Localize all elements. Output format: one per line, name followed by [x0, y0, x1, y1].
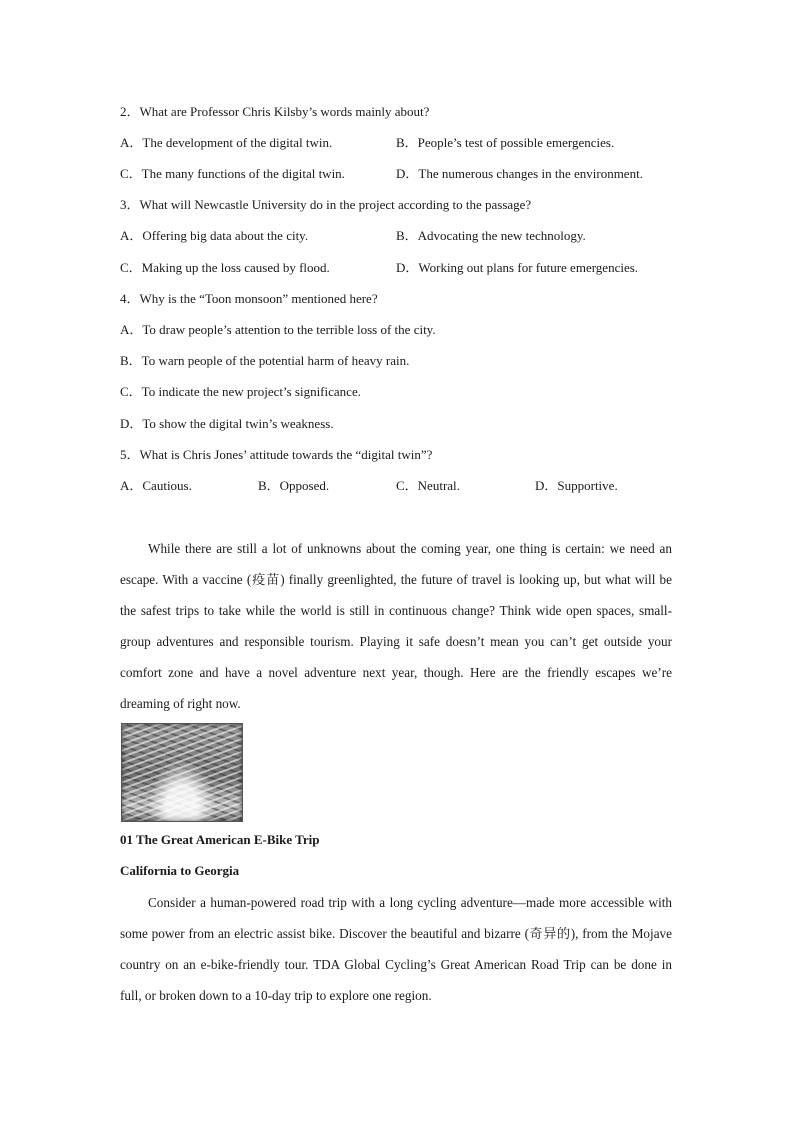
section-body: [120, 887, 672, 1011]
tree-road-photo: [121, 723, 243, 822]
option-letter: C．: [396, 478, 418, 493]
option-letter: C．: [120, 166, 142, 181]
option-letter: D．: [120, 416, 143, 431]
option-text: People’s test of possible emergencies.: [417, 135, 615, 150]
option-letter: C．: [120, 260, 142, 275]
option-5c: [396, 478, 460, 494]
question-text: Why is the “Toon monsoon” mentioned here?: [139, 291, 378, 306]
option-text: To indicate the new project’s significance.: [141, 384, 361, 399]
option-text: Supportive.: [557, 478, 618, 493]
question-2: [120, 104, 429, 120]
question-number: 2．: [120, 104, 140, 119]
option-text: Making up the loss caused by flood.: [141, 260, 330, 275]
option-3c: [120, 260, 330, 276]
passage-intro: [120, 533, 672, 719]
section-body-text: Consider a human-powered road trip with a long cycling adventure—made more accessible with some power from an electric assist bike. Discover the beautiful and bizarre (奇异的), from the Mojave country on an e-bike-friendly tour. TDA Global Cycling’s Great American Road Trip can be done in full, or broken down to a 10-day trip to explore one region.: [120, 895, 672, 1003]
option-text: Advocating the new technology.: [417, 228, 586, 243]
question-number: 5．: [120, 447, 140, 462]
option-2a: [120, 135, 332, 151]
option-letter: B．: [396, 135, 418, 150]
option-4c: [120, 384, 361, 400]
option-2c: [120, 166, 345, 182]
option-4a: [120, 322, 436, 338]
option-text: The development of the digital twin.: [142, 135, 333, 150]
question-text: What will Newcastle University do in the project according to the passage?: [139, 197, 532, 212]
option-4b: [120, 353, 409, 369]
option-5d: [535, 478, 618, 494]
option-3d: [396, 260, 638, 276]
option-letter: A．: [120, 135, 143, 150]
question-4: [120, 291, 378, 307]
section-title: 01 The Great American E-Bike Trip: [120, 832, 320, 847]
option-text: Cautious.: [142, 478, 192, 493]
option-letter: A．: [120, 478, 143, 493]
question-number: 4．: [120, 291, 140, 306]
question-text: What are Professor Chris Kilsby’s words mainly about?: [139, 104, 430, 119]
option-text: The many functions of the digital twin.: [141, 166, 345, 181]
question-text: What is Chris Jones’ attitude towards the “digital twin”?: [139, 447, 433, 462]
option-3b: [396, 228, 586, 244]
option-letter: C．: [120, 384, 142, 399]
option-5b: [258, 478, 329, 494]
question-5: [120, 447, 432, 463]
option-4d: [120, 416, 334, 432]
option-text: To show the digital twin’s weakness.: [142, 416, 334, 431]
question-number: 3．: [120, 197, 140, 212]
option-letter: A．: [120, 228, 143, 243]
option-2b: [396, 135, 614, 151]
section-subtitle: California to Georgia: [120, 863, 240, 878]
option-letter: B．: [258, 478, 280, 493]
question-3: [120, 197, 531, 213]
passage-intro-text: While there are still a lot of unknowns about the coming year, one thing is certain: we need an escape. With a vaccine (疫苗) finally greenlighted, the future of travel is looking up, but what will be the safest trips to take while the world is still in continuous change? Think wide open spaces, small-group adventures and responsible tourism. Playing it safe doesn’t mean you can’t get outside your comfort zone and have a novel adventure next year, though. Here are the friendly escapes we’re dreaming of right now.: [120, 541, 672, 711]
option-text: The numerous changes in the environment.: [418, 166, 643, 181]
option-letter: D．: [396, 166, 419, 181]
option-text: Neutral.: [417, 478, 460, 493]
option-text: To draw people’s attention to the terrible loss of the city.: [142, 322, 436, 337]
option-text: Offering big data about the city.: [142, 228, 309, 243]
option-letter: D．: [535, 478, 558, 493]
option-text: Working out plans for future emergencies.: [418, 260, 639, 275]
option-letter: B．: [396, 228, 418, 243]
option-text: Opposed.: [279, 478, 330, 493]
option-text: To warn people of the potential harm of heavy rain.: [141, 353, 410, 368]
option-letter: A．: [120, 322, 143, 337]
option-5a: [120, 478, 192, 494]
option-letter: B．: [120, 353, 142, 368]
option-letter: D．: [396, 260, 419, 275]
option-2d: [396, 166, 643, 182]
option-3a: [120, 228, 308, 244]
